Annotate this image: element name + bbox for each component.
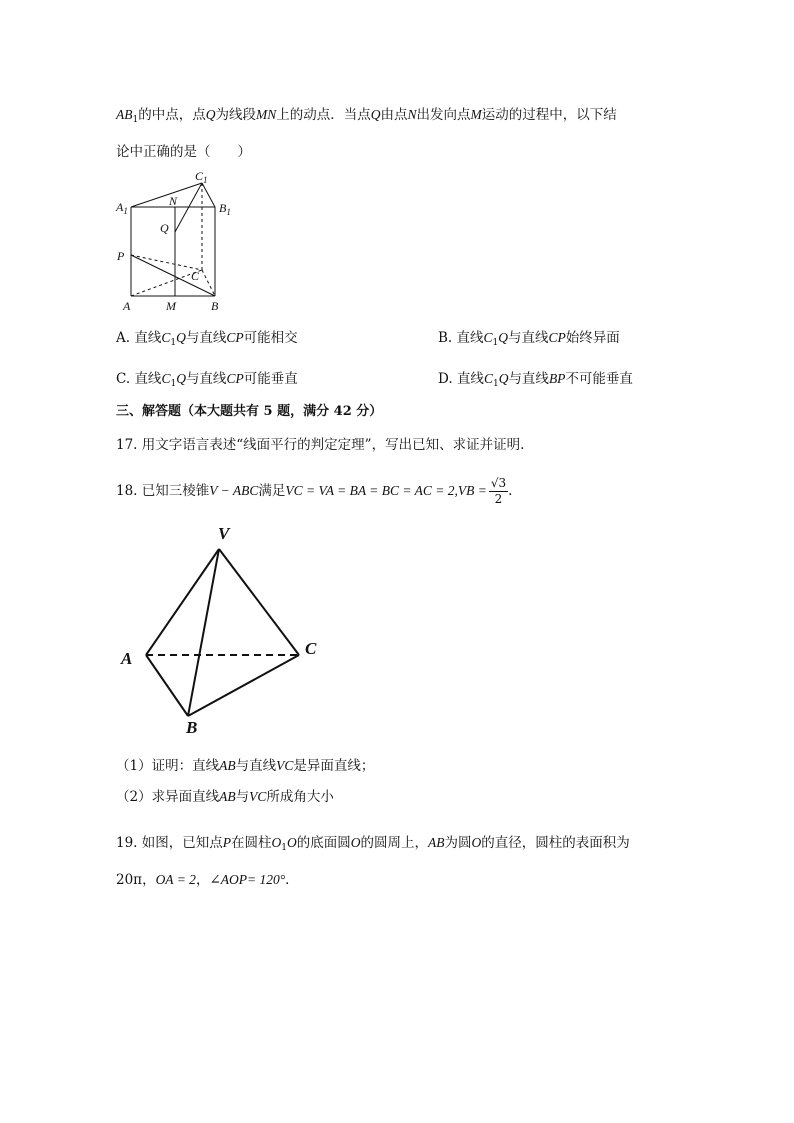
segment-mn: MN: [255, 107, 277, 122]
question-18: 18. 已知三棱锥V − ABC满足VC = VA = BA = BC = AC = 2,VB = $\frac{√3}{2}$ .: [116, 476, 513, 506]
fraction: $\frac{√3}{2}$: [490, 476, 507, 506]
label-b: B: [211, 299, 219, 313]
label-n: N: [169, 194, 178, 208]
q16-line2: 论中正确的是（ ）: [116, 144, 251, 160]
text: 出发向点: [416, 107, 471, 123]
section-title: 三、解答题（本大题共有 5 题，满分 42 分）: [116, 404, 383, 419]
point-q: Q: [370, 107, 381, 122]
label-p: P: [117, 249, 125, 263]
label-a: A: [123, 299, 131, 313]
label-b: B: [186, 718, 198, 737]
question-18-part2: （2）求异面直线AB与VC所成角大小: [116, 789, 334, 805]
label-c1: $C_1$: [195, 169, 208, 185]
option-a[interactable]: A. 直线$C_1Q$与直线CP可能相交: [116, 330, 298, 348]
point-m: M: [470, 107, 482, 122]
text: 的中点，点: [138, 107, 206, 123]
label-m: M: [166, 299, 176, 313]
text: 由点: [380, 107, 408, 123]
label-b1: $B_1$: [219, 201, 231, 217]
text: 运动的过程中，以下结: [481, 107, 617, 123]
question-19-line2: 20π，OA = 2，∠AOP= 120°．: [116, 872, 299, 888]
point-q: Q: [205, 107, 216, 122]
text: 上的动点．当点: [276, 107, 371, 123]
question-text: 用文字语言表述“线面平行的判定定理”，写出已知、求证并证明.: [141, 437, 525, 453]
label-c: C: [191, 269, 200, 283]
text: 为线段: [215, 107, 256, 123]
subscript: 1: [132, 115, 139, 125]
question-18-part1: （1）证明：直线AB与直线VC是异面直线；: [116, 758, 375, 774]
segment-a: A: [116, 107, 125, 122]
label-c: C: [305, 639, 317, 658]
label-v: V: [218, 524, 230, 543]
option-d[interactable]: D. 直线$C_1Q$与直线BP不可能垂直: [438, 371, 633, 389]
option-b[interactable]: B. 直线$C_1Q$与直线CP始终异面: [438, 330, 620, 348]
point-n: N: [407, 107, 417, 122]
question-19-line1: 19. 如图，已知点P在圆柱$O_1O$的底面圆O的圆周上，AB为圆O的直径，圆柱的表面积为: [116, 835, 630, 853]
label-q: Q: [160, 221, 169, 235]
label-a1: $A_1$: [116, 200, 128, 216]
label-a: A: [121, 649, 133, 668]
option-c[interactable]: C. 直线$C_1Q$与直线CP可能垂直: [116, 371, 298, 389]
question-number: 17.: [116, 437, 138, 453]
segment-b: B: [124, 107, 133, 122]
